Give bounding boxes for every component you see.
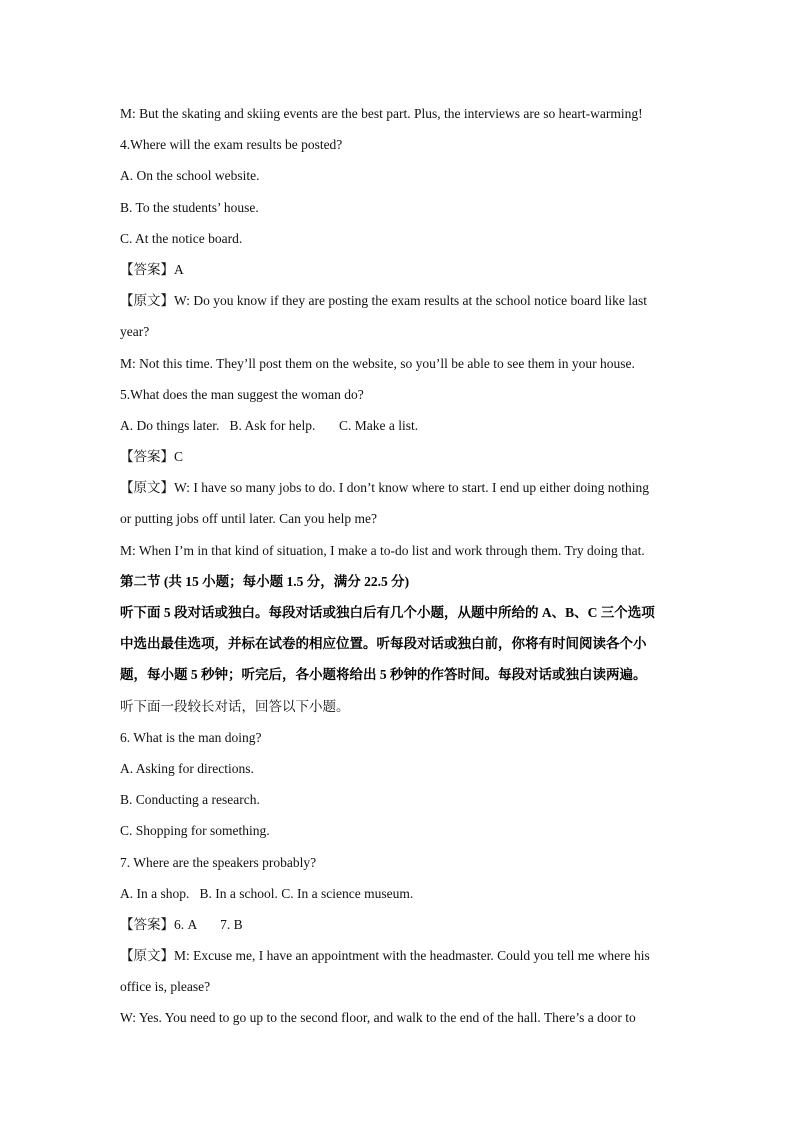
dialogue-line: M: When I’m in that kind of situation, I make a to-do list and work through them. Try doing that. [120,542,645,558]
sub-instruction: 听下面一段较长对话，回答以下小题。 [120,698,350,714]
instructions-line: 中选出最佳选项，并标在试卷的相应位置。听每段对话或独白前，你将有时间阅读各个小 [120,636,647,652]
section-heading: 第二节 (共 15 小题；每小题 1.5 分，满分 22.5 分) [120,573,410,589]
options-line: A. In a shop. B. In a school. C. In a science museum. [120,885,414,901]
option-c: C. Shopping for something. [120,823,270,839]
transcript-line: year? [120,324,150,340]
dialogue-line: M: Not this time. They’ll post them on the website, so you’ll be able to see them in your house. [120,355,635,371]
question-6: 6. What is the man doing? [120,729,262,745]
option-c: C. At the notice board. [120,230,243,246]
transcript-line: 【原文】W: I have so many jobs to do. I don’t know where to start. I end up either doing nothing [120,480,650,496]
question-4: 4.Where will the exam results be posted? [120,137,343,153]
options-line: A. Do things later. B. Ask for help. C. Make a list. [120,417,419,433]
answer-line: 【答案】6. A 7. B [120,916,243,932]
answer-line: 【答案】A [120,261,184,277]
question-5: 5.What does the man suggest the woman do? [120,386,364,402]
transcript-line: 【原文】W: Do you know if they are posting the exam results at the school notice board like last [120,293,648,309]
transcript-line: office is, please? [120,979,211,995]
dialogue-line: W: Yes. You need to go up to the second floor, and walk to the end of the hall. There’s a door to [120,1010,636,1026]
question-7: 7. Where are the speakers probably? [120,854,317,870]
answer-line: 【答案】C [120,449,184,465]
instructions-line: 听下面 5 段对话或独白。每段对话或独白后有几个小题，从题中所给的 A、B、C 三个选项 [120,605,655,620]
option-b: B. Conducting a research. [120,792,260,808]
option-a: A. Asking for directions. [120,760,254,776]
option-b: B. To the students’ house. [120,199,259,215]
instructions-line: 题，每小题 5 秒钟；听完后，各小题将给出 5 秒钟的作答时间。每段对话或独白读两遍。 [120,667,647,683]
document-body [120,98,680,1034]
transcript-line: or putting jobs off until later. Can you help me? [120,511,377,527]
transcript-line: 【原文】M: Excuse me, I have an appointment with the headmaster. Could you tell me where his [120,948,650,964]
option-a: A. On the school website. [120,168,260,184]
dialogue-line: M: But the skating and skiing events are the best part. Plus, the interviews are so heart-warming! [120,106,643,121]
